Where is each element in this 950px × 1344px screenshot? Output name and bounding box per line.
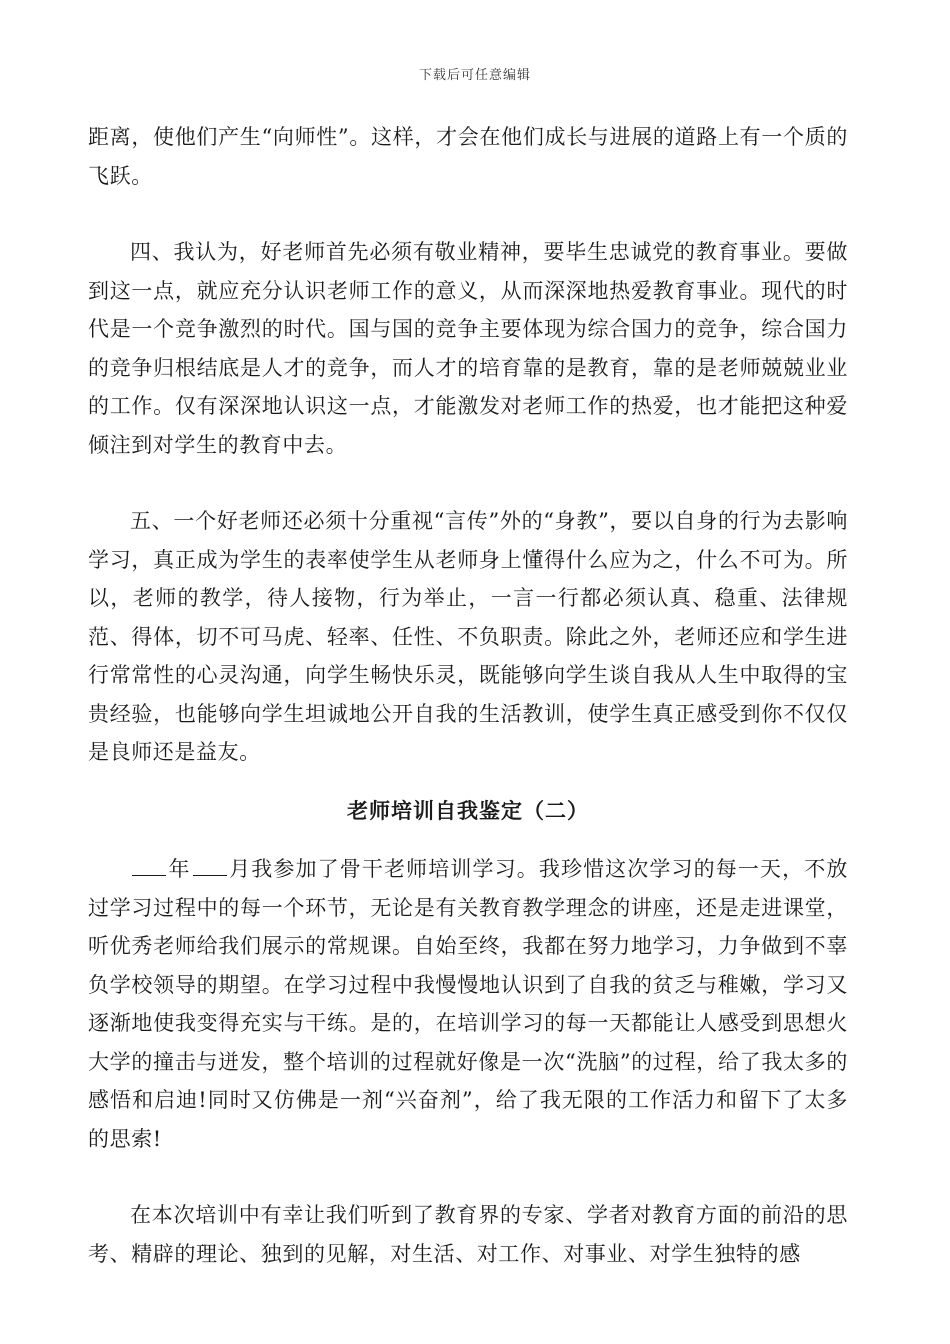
paragraph-gap [88,1158,848,1196]
paragraph-gap [88,772,848,792]
document-body [88,118,848,1273]
blank-underline [193,857,227,876]
header-note: 下载后可任意编辑 [418,68,531,83]
paragraph-training-intro [88,850,848,1158]
paragraph-gap [88,830,848,850]
paragraph-continued: 距离，使他们产生“向师性”。这样，才会在他们成长与进展的道路上有一个质的飞跃。 [88,125,848,188]
paragraph-training-intro-text: 月我参加了骨干老师培训学习。我珍惜这次学习的每一天，不放过学习过程中的每一个环节，无论是有关教育教学理念的讲座，还是走进课堂，听优秀老师给我们展示的常规课。自始至终，我都在努力地学习，力争做到不辜负学校领导的期望。在学习过程中我慢慢地认识到了自我的贫乏与稚嫩，学习又逐渐地使我变得充实与干练。是的，在培训学习的每一天都能让人感受到思想火大学的撞击与迸发，整个培训的过程就好像是一次“洗脑”的过程，给了我太多的感悟和启迪!同时又仿佛是一剂“兴奋剂”，给了我无限的工作活力和留下了太多的思索! [88,857,848,1151]
paragraph-point-five: 五、一个好老师还必须十分重视“言传”外的“身教”，要以自身的行为去影响学习，真正成为学生的表率使学生从老师身上懂得什么应为之，什么不可为。所以，老师的教学，待人接物，行为举止，一言一行都必须认真、稳重、法律规范、得体，切不可马虎、轻率、任性、不负职责。除此之外，老师还应和学生进行常常性的心灵沟通，向学生畅快乐灵，既能够向学生谈自我从人生中取得的宝贵经验，也能够向学生坦诚地公开自我的生活教训，使学生真正感受到你不仅仅是良师还是益友。 [88,509,848,764]
paragraph-point-four: 四、我认为，好老师首先必须有敬业精神，要毕生忠诚党的教育事业。要做到这一点，就应充分认识老师工作的意义，从而深深地热爱教育事业。现代的时代是一个竞争激烈的时代。国与国的竞争主要体现为综合国力的竞争，综合国力的竞争归根结底是人才的竞争，而人才的培育靠的是教育，靠的是老师兢兢业业的工作。仅有深深地认识这一点，才能激发对老师工作的热爱，也才能把这种爱倾注到对学生的教育中去。 [88,240,848,457]
paragraph-gap [88,464,848,502]
paragraph-training-experts: 在本次培训中有幸让我们听到了教育界的专家、学者对教育方面的前沿的思考、精辟的理论、独到的见解，对生活、对工作、对事业、对学生独特的感 [88,1203,848,1266]
blank-underline [132,857,166,876]
section-title: 老师培训自我鉴定（二） [347,797,589,823]
year-label: 年 [168,857,191,881]
paragraph-gap [88,195,848,233]
